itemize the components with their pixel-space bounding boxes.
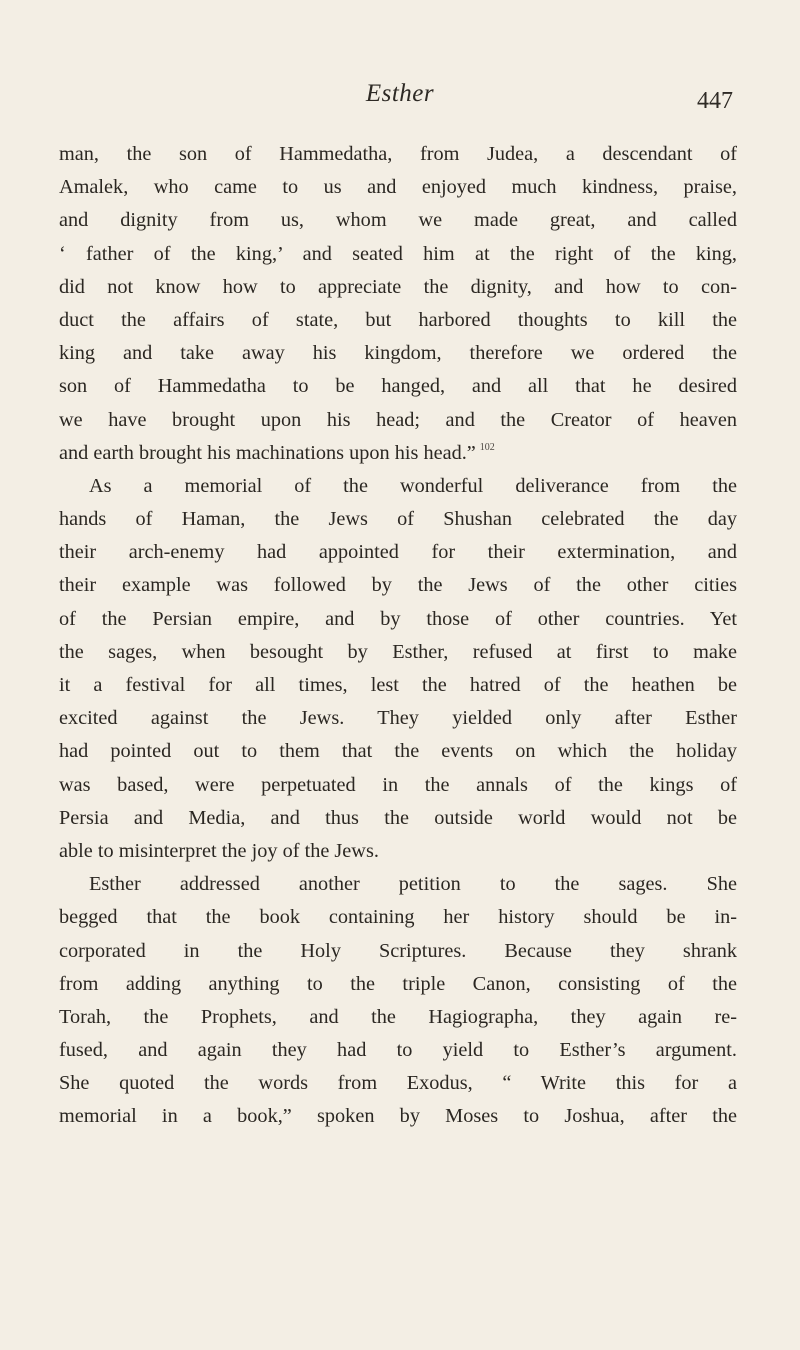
text-line: of the Persian empire, and by those of other countries. Yet — [59, 607, 737, 630]
text-line: fused, and again they had to yield to Esther’s argument. — [59, 1039, 737, 1062]
body-text — [59, 138, 737, 1134]
text-line: did not know how to appreciate the dignity, and how to con- — [59, 275, 737, 298]
paragraph — [59, 138, 737, 470]
text-line: hands of Haman, the Jews of Shushan celebrated the day — [59, 508, 737, 531]
text-line: Amalek, who came to us and enjoyed much kindness, praise, — [59, 176, 737, 199]
text-line: excited against the Jews. They yielded only after Esther — [59, 707, 737, 730]
footnote-reference: 102 — [479, 441, 495, 453]
text-line: As a memorial of the wonderful deliverance from the — [89, 474, 737, 497]
text-line: and dignity from us, whom we made great, and called — [59, 209, 737, 232]
text-line: from adding anything to the triple Canon, consisting of the — [59, 972, 737, 995]
text-line: it a festival for all times, lest the hatred of the heathen be — [59, 674, 737, 696]
paragraph — [59, 868, 737, 1134]
text-line: son of Hammedatha to be hanged, and all that he desired — [59, 375, 737, 398]
text-line: we have brought upon his head; and the Creator of heaven — [59, 408, 737, 431]
text-line: Esther addressed another petition to the sages. She — [89, 873, 737, 896]
text-line: Persia and Media, and thus the outside world would not be — [59, 806, 737, 829]
text-line: had pointed out to them that the events on which the holiday — [59, 740, 737, 763]
text-line: able to misinterpret the joy of the Jews. — [59, 839, 379, 862]
text-line: duct the affairs of state, but harbored thoughts to kill the — [59, 308, 737, 331]
text-line: ‘ father of the king,’ and seated him at the right of the king, — [59, 242, 737, 265]
text-line: She quoted the words from Exodus, “ Write this for a — [59, 1072, 737, 1095]
page-number: 447 — [697, 88, 733, 114]
text-line: their example was followed by the Jews of the other cities — [59, 574, 737, 597]
text-line: memorial in a book,” spoken by Moses to Joshua, after the — [59, 1105, 737, 1128]
text-line: begged that the book containing her history should be in- — [59, 906, 737, 929]
text-line: king and take away his kingdom, therefore we ordered the — [59, 342, 737, 365]
text-line: and earth brought his machinations upon his head.” — [59, 441, 476, 464]
text-line: Torah, the Prophets, and the Hagiographa, they again re- — [59, 1005, 737, 1028]
paragraph — [59, 470, 737, 868]
text-line: man, the son of Hammedatha, from Judea, a descendant of — [59, 143, 737, 165]
text-line: their arch-enemy had appointed for their extermination, and — [59, 541, 737, 564]
text-line: was based, were perpetuated in the annals of the kings of — [59, 773, 737, 796]
text-line: the sages, when besought by Esther, refused at first to make — [59, 640, 737, 663]
running-title: Esther — [365, 80, 435, 107]
text-line: corporated in the Holy Scriptures. Because they shrank — [59, 939, 737, 962]
text-line-with-footnote — [59, 437, 737, 470]
